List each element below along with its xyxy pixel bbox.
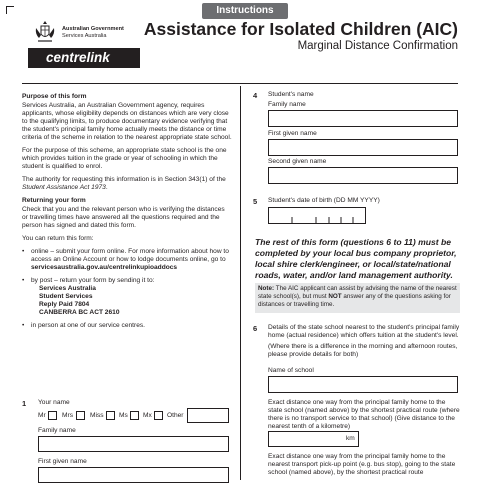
centrelink-logo: centrelink <box>28 48 140 68</box>
return-heading: Returning your form <box>22 197 86 204</box>
title-mx-label: Mx <box>143 412 152 419</box>
title-miss-checkbox[interactable] <box>106 411 115 420</box>
title-miss-label: Miss <box>90 412 104 419</box>
note-box: Note: The AIC applicant can assist by advising the name of the nearest state school(s), but must NOT answer any of the questions asking for distances or travelling time. <box>255 283 460 313</box>
title-ms-label: Ms <box>119 412 128 419</box>
student-first-given-name-field[interactable] <box>268 139 458 156</box>
return-text: Check that you and the relevant person who is verifying the distances or travelling times have answered all the questions required and the person has signed and dated this form. <box>22 206 225 229</box>
title-mrs-label: Mrs <box>62 412 73 419</box>
family-name-label: Family name <box>38 427 76 434</box>
form-title: Assistance for Isolated Children (AIC) <box>143 19 458 39</box>
question-number: 5 <box>253 197 258 206</box>
title-other-label: Other <box>167 412 184 419</box>
school-name-field[interactable] <box>268 376 458 393</box>
question-number: 6 <box>253 324 258 333</box>
instructions-column <box>22 93 232 335</box>
title-mrs-checkbox[interactable] <box>76 411 85 420</box>
list-item: • in person at one of our service centres. <box>22 322 145 329</box>
school-name-label: Name of school <box>268 367 314 374</box>
question-label: Your name <box>38 399 70 406</box>
header-divider <box>22 83 458 84</box>
purpose-text: Services Australia, an Australian Government agency, requires applicants, whose eligibility depends on distances which are very close to the qualifying limits, to produce documentary evidence verifying that the student's principal family home actually meets the distance or time criteria of the scheme in relation to the nearest appropriate state school. <box>22 102 232 141</box>
question-number: 1 <box>22 399 27 408</box>
first-given-name-label: First given name <box>268 130 317 137</box>
question-label: Student's name <box>268 91 314 98</box>
distance-to-school-label: Exact distance one way from the principal family home to the state school (named above) by the shortest practical route (where there is no transport service to that school) (Give distance to the nearest tenth of a kilometre) <box>268 399 460 430</box>
list-item: • by post – return your form by sending it to: Services Australia Student Services Reply Paid 7804 CANBERRA BC ACT 2610 <box>22 277 155 316</box>
question-number: 4 <box>253 91 258 100</box>
title-ms-checkbox[interactable] <box>130 411 139 420</box>
question-label: Details of the state school nearest to the student's principal family home (actual residence) which offers tuition at the student's level. <box>268 324 460 339</box>
title-mr-label: Mr <box>38 412 46 419</box>
list-item: • online – submit your form online. For more information about how to access an Online Account or how to lodge documents online, go to servicesaustralia.gov.au/centrelinkupioaddocs <box>22 248 229 271</box>
authority-text: The authority for requesting this information is in Section 343(1) of the Student Assistance Act 1973. <box>22 176 226 191</box>
appropriate-school-text: For the purpose of this scheme, an appropriate state school is the one which provides tuition in the grade or year of schooling in which the student is qualified to enrol. <box>22 147 227 170</box>
instructions-tab: Instructions <box>202 3 288 19</box>
title-mx-checkbox[interactable] <box>154 411 163 420</box>
return-options-text: You can return this form: <box>22 235 94 242</box>
question-subtext: (Where there is a difference in the morning and afternoon routes, please provide details for both) <box>268 343 458 358</box>
title-other-field[interactable] <box>187 408 229 423</box>
postal-address: Services Australia Student Services Reply Paid 7804 CANBERRA BC ACT 2610 <box>39 285 120 316</box>
third-party-notice: The rest of this form (questions 6 to 11) must be completed by your local bus company proprietor, local shire clerk/engineer, or local/state/national roads, water, and/or land management authority. <box>255 237 457 280</box>
column-divider <box>240 86 241 480</box>
your-family-name-field[interactable] <box>38 436 229 452</box>
distance-to-pickup-label: Exact distance one way from the principal family home to the nearest transport pick-up point (e.g. bus stop), going to the state school (named above), by the shortest practical route <box>268 453 456 476</box>
first-given-name-label: First given name <box>38 458 87 465</box>
upload-link[interactable]: servicesaustralia.gov.au/centrelinkupioaddocs <box>31 264 178 271</box>
family-name-label: Family name <box>268 101 306 108</box>
coat-of-arms-icon <box>33 20 57 44</box>
student-second-given-name-field[interactable] <box>268 167 458 184</box>
student-family-name-field[interactable] <box>268 110 458 127</box>
date-segment-ticks <box>268 207 366 224</box>
question-label: Student's date of birth (DD MM YYYY) <box>268 197 380 204</box>
form-subtitle: Marginal Distance Confirmation <box>297 40 458 52</box>
your-first-given-name-field[interactable] <box>38 467 229 483</box>
gov-name: Australian Government <box>62 26 124 32</box>
second-given-name-label: Second given name <box>268 158 327 165</box>
purpose-heading: Purpose of this form <box>22 93 87 100</box>
crop-mark <box>6 6 14 14</box>
title-mr-checkbox[interactable] <box>48 411 57 420</box>
km-unit: km <box>346 435 355 442</box>
agency-name: Services Australia <box>62 33 107 39</box>
